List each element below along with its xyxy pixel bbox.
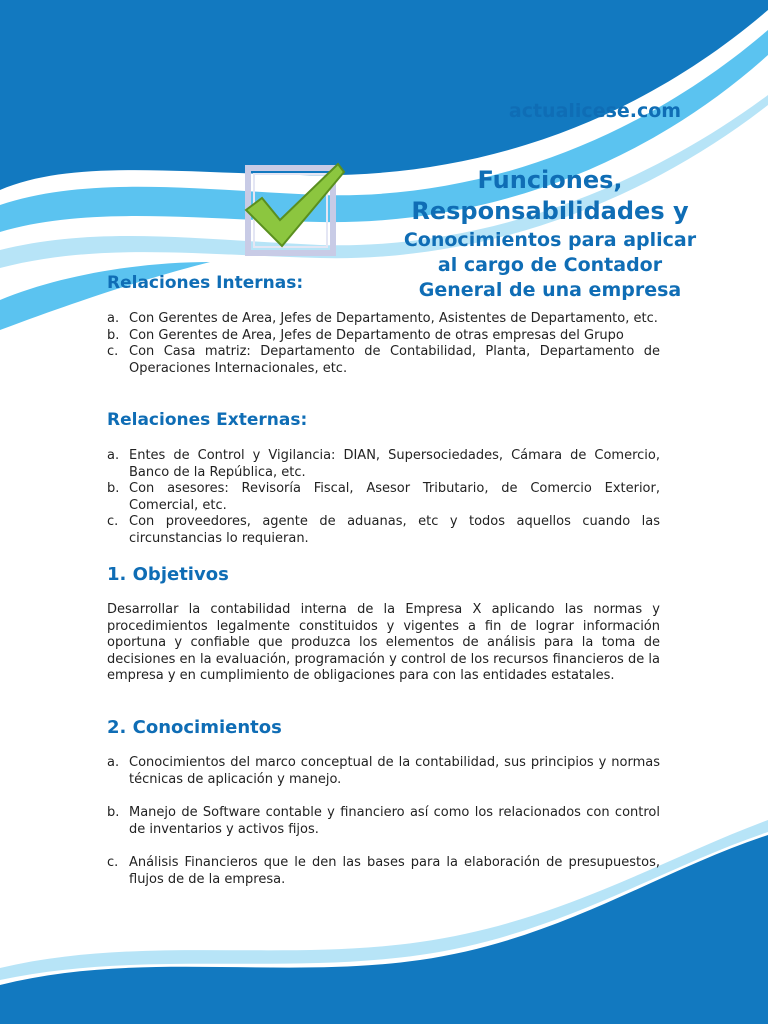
list-item	[107, 805, 660, 838]
list-item	[107, 448, 660, 481]
list-item	[107, 328, 660, 345]
list-marker: c.	[107, 514, 119, 529]
list-marker: a.	[107, 755, 120, 770]
list-marker: c.	[107, 855, 119, 870]
list-marker: b.	[107, 327, 120, 343]
list-marker: b.	[107, 481, 120, 496]
list-text: Conocimientos del marco conceptual de la contabilidad, sus principios y normas técnicas de aplicación y manejo.	[129, 755, 660, 787]
externas-list	[107, 448, 660, 547]
title-line-1: Funciones,	[477, 166, 623, 194]
list-text: Con Casa matriz: Departamento de Contabilidad, Planta, Departamento de Operaciones Internacionales, etc.	[129, 344, 660, 376]
document-title	[400, 166, 700, 303]
heading-objetivos: 1. Objetivos	[107, 564, 229, 585]
checkmark-icon	[240, 158, 350, 258]
list-text: Con Gerentes de Area, Jefes de Departamento, Asistentes de Departamento, etc.	[129, 311, 658, 326]
list-item	[107, 855, 660, 888]
heading-conocimientos: 2. Conocimientos	[107, 717, 282, 738]
list-marker: b.	[107, 805, 120, 820]
site-name: actualicese.com	[508, 100, 682, 122]
conocimientos-list	[107, 755, 660, 905]
objetivos-paragraph: Desarrollar la contabilidad interna de la Empresa X aplicando las normas y procedimientos legalmente constituidos y vigentes a fin de lograr información oportuna y confiable que produzca los elementos de análisis para la toma de decisiones en la evaluación, programación y control de los recursos financieros de la empresa y en cumplimiento de obligaciones para con las entidades estatales.	[107, 602, 660, 683]
list-item	[107, 344, 660, 377]
list-text: Con Gerentes de Area, Jefes de Departamento de otras empresas del Grupo	[129, 327, 624, 343]
list-item	[107, 514, 660, 547]
list-text: Análisis Financieros que le den las bases para la elaboración de presupuestos, flujos de de la empresa.	[129, 855, 660, 887]
list-item	[107, 311, 660, 328]
list-item	[107, 481, 660, 514]
heading-relaciones-internas: Relaciones Internas:	[107, 273, 304, 293]
list-marker: a.	[107, 448, 120, 463]
list-text: Con asesores: Revisoría Fiscal, Asesor Tributario, de Comercio Exterior, Comercial, etc.	[129, 481, 660, 513]
list-text: Entes de Control y Vigilancia: DIAN, Supersociedades, Cámara de Comercio, Banco de la República, etc.	[129, 448, 660, 480]
title-line-2: Responsabilidades y	[411, 196, 689, 225]
list-text: Con proveedores, agente de aduanas, etc y todos aquellos cuando las circunstancias lo requieran.	[129, 514, 660, 546]
title-line-3: Conocimientos para aplicar al cargo de Contador General de una empresa	[403, 228, 697, 301]
list-marker: a.	[107, 311, 120, 326]
list-marker: c.	[107, 344, 119, 359]
heading-relaciones-externas: Relaciones Externas:	[107, 410, 308, 430]
list-item	[107, 755, 660, 788]
internas-list	[107, 311, 660, 377]
list-text: Manejo de Software contable y financiero así como los relacionados con control de inventarios y activos fijos.	[129, 805, 660, 837]
